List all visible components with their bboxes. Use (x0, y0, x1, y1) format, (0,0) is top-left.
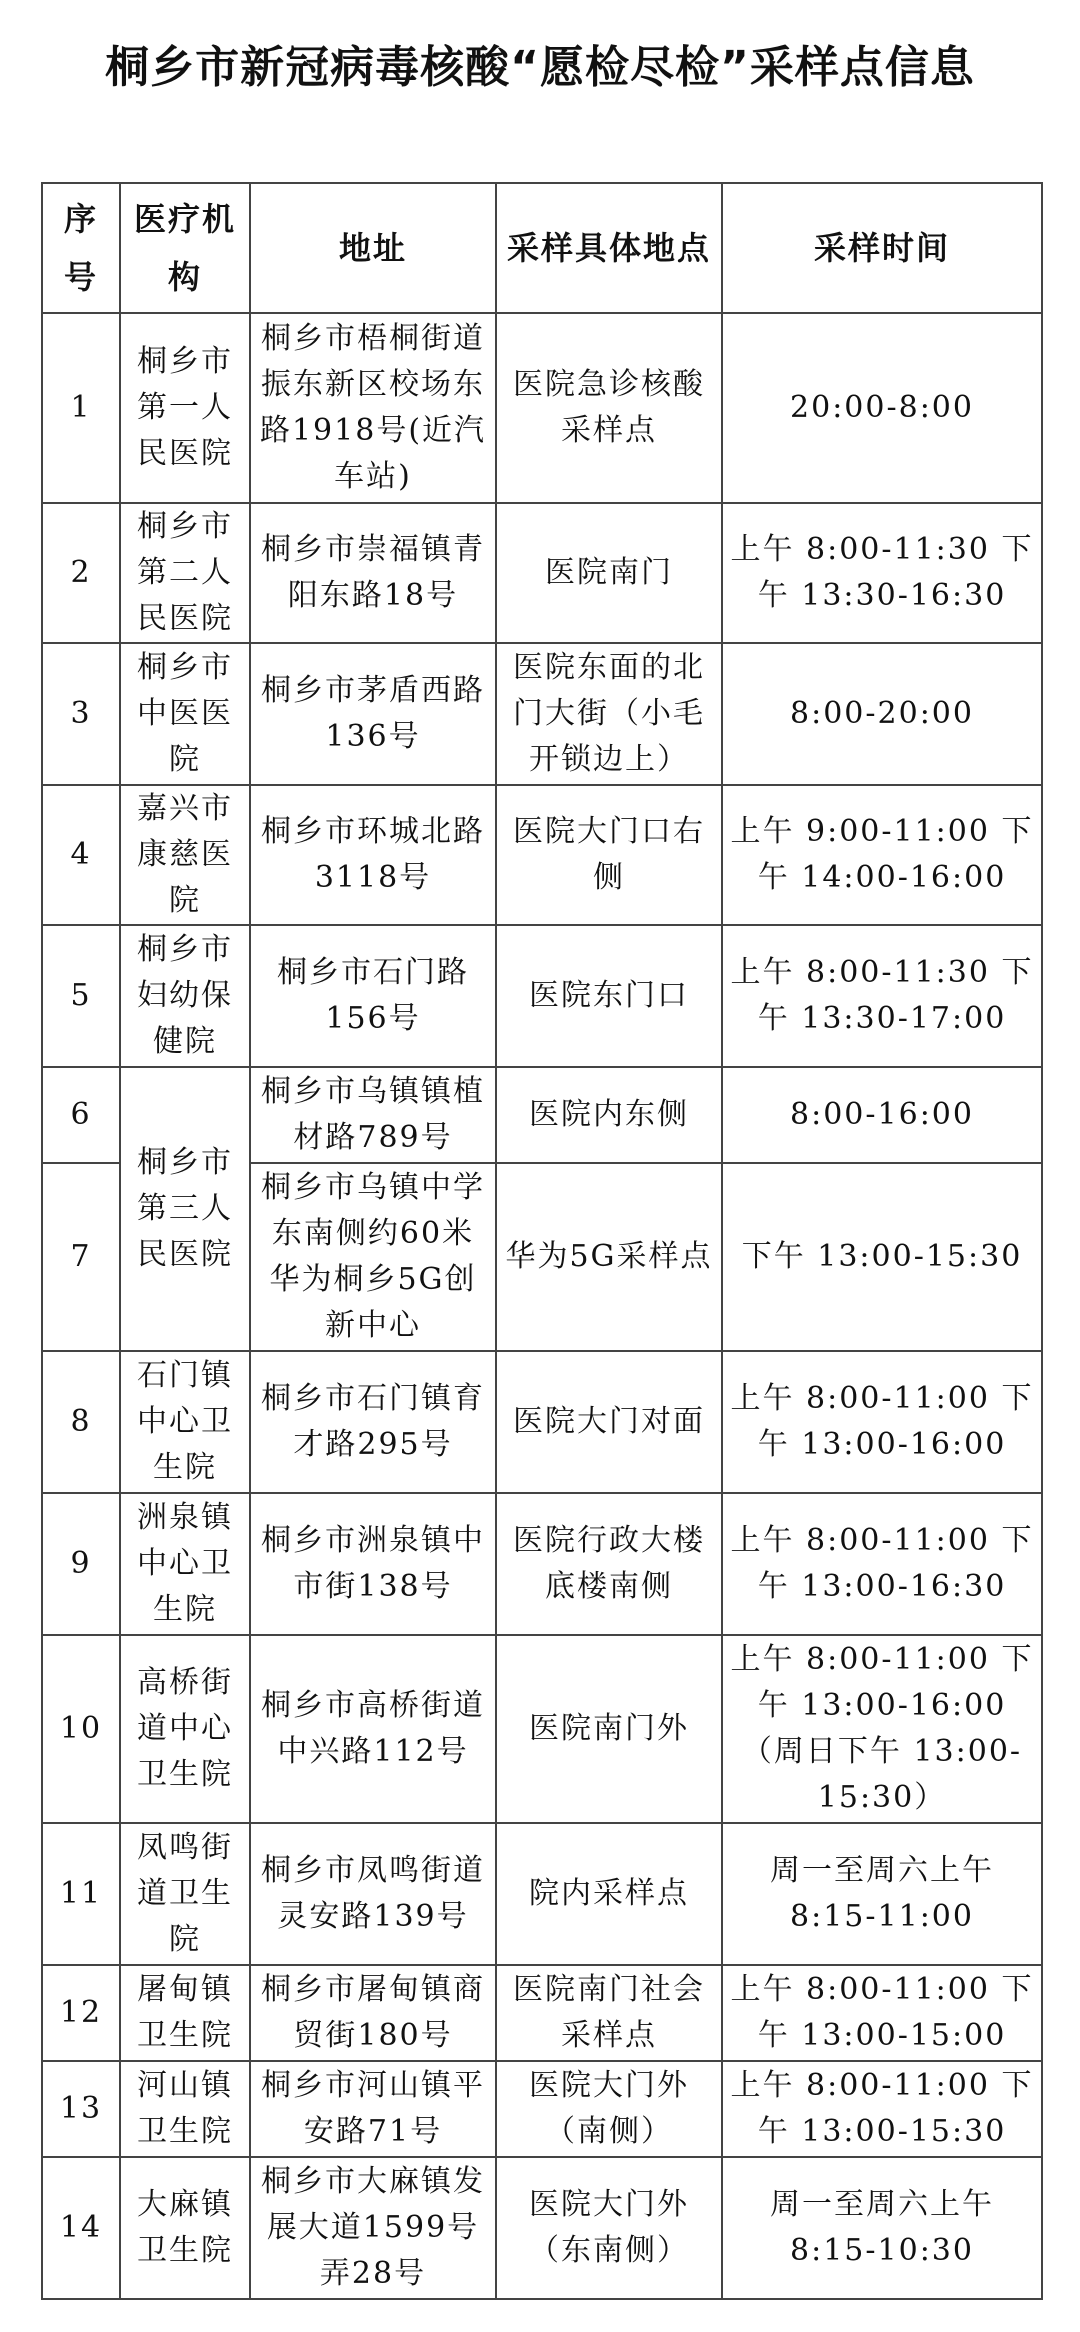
table-row (42, 2157, 1042, 2299)
place-cell: 院内采样点 (496, 1823, 722, 1965)
address-cell: 桐乡市乌镇镇植材路789号 (250, 1067, 496, 1163)
institution-cell: 洲泉镇中心卫生院 (120, 1493, 250, 1635)
table-row (42, 1067, 1042, 1163)
time-cell: 上午 8:00-11:00 下午 13:00-16:00 （周日下午 13:00-15:30） (722, 1635, 1042, 1823)
table-row (42, 503, 1042, 643)
row-number: 14 (42, 2157, 120, 2299)
time-cell: 下午 13:00-15:30 (722, 1163, 1042, 1351)
institution-cell: 凤鸣街道卫生院 (120, 1823, 250, 1965)
header-time: 采样时间 (722, 183, 1042, 313)
table-row (42, 1493, 1042, 1635)
time-cell: 上午 8:00-11:00 下午 13:00-15:00 (722, 1965, 1042, 2061)
table-header-row (42, 183, 1042, 313)
institution-cell: 嘉兴市康慈医院 (120, 785, 250, 925)
time-cell: 周一至周六上午 8:15-10:30 (722, 2157, 1042, 2299)
address-cell: 桐乡市乌镇中学东南侧约60米华为桐乡5G创新中心 (250, 1163, 496, 1351)
header-institution: 医疗机构 (120, 183, 250, 313)
place-cell: 医院东门口 (496, 925, 722, 1067)
header-place: 采样具体地点 (496, 183, 722, 313)
row-number: 13 (42, 2061, 120, 2157)
address-cell: 桐乡市环城北路3118号 (250, 785, 496, 925)
time-cell: 上午 8:00-11:00 下午 13:00-15:30 (722, 2061, 1042, 2157)
table-row (42, 1823, 1042, 1965)
row-number: 5 (42, 925, 120, 1067)
time-cell: 20:00-8:00 (722, 313, 1042, 503)
institution-cell: 大麻镇卫生院 (120, 2157, 250, 2299)
table-row (42, 643, 1042, 785)
place-cell: 医院东面的北门大街（小毛开锁边上） (496, 643, 722, 785)
institution-cell: 桐乡市第二人民医院 (120, 503, 250, 643)
institution-cell: 河山镇卫生院 (120, 2061, 250, 2157)
row-number: 11 (42, 1823, 120, 1965)
institution-cell: 桐乡市中医医院 (120, 643, 250, 785)
address-cell: 桐乡市石门镇育才路295号 (250, 1351, 496, 1493)
place-cell: 医院大门外（东南侧） (496, 2157, 722, 2299)
table-row (42, 2061, 1042, 2157)
time-cell: 上午 8:00-11:30 下午 13:30-16:30 (722, 503, 1042, 643)
row-number: 9 (42, 1493, 120, 1635)
row-number: 8 (42, 1351, 120, 1493)
table-row (42, 925, 1042, 1067)
address-cell: 桐乡市高桥街道中兴路112号 (250, 1635, 496, 1823)
place-cell: 医院大门口右侧 (496, 785, 722, 925)
time-cell: 周一至周六上午 8:15-11:00 (722, 1823, 1042, 1965)
row-number: 6 (42, 1067, 120, 1163)
page-title: 桐乡市新冠病毒核酸“愿检尽检”采样点信息 (105, 42, 975, 93)
table-row (42, 1635, 1042, 1823)
header-no: 序号 (42, 183, 120, 313)
row-number: 3 (42, 643, 120, 785)
place-cell: 医院大门外（南侧） (496, 2061, 722, 2157)
institution-cell: 屠甸镇卫生院 (120, 1965, 250, 2061)
institution-cell: 桐乡市第一人民医院 (120, 313, 250, 503)
address-cell: 桐乡市石门路156号 (250, 925, 496, 1067)
row-number: 4 (42, 785, 120, 925)
address-cell: 桐乡市屠甸镇商贸街180号 (250, 1965, 496, 2061)
table-row (42, 1351, 1042, 1493)
address-cell: 桐乡市茅盾西路136号 (250, 643, 496, 785)
place-cell: 华为5G采样点 (496, 1163, 722, 1351)
row-number: 10 (42, 1635, 120, 1823)
place-cell: 医院南门社会采样点 (496, 1965, 722, 2061)
table-row (42, 1965, 1042, 2061)
time-cell: 8:00-20:00 (722, 643, 1042, 785)
time-cell: 上午 8:00-11:00 下午 13:00-16:00 (722, 1351, 1042, 1493)
table-row (42, 785, 1042, 925)
institution-cell: 石门镇中心卫生院 (120, 1351, 250, 1493)
address-cell: 桐乡市崇福镇青阳东路18号 (250, 503, 496, 643)
table-row (42, 313, 1042, 503)
row-number: 1 (42, 313, 120, 503)
time-cell: 8:00-16:00 (722, 1067, 1042, 1163)
place-cell: 医院急诊核酸采样点 (496, 313, 722, 503)
row-number: 12 (42, 1965, 120, 2061)
time-cell: 上午 9:00-11:00 下午 14:00-16:00 (722, 785, 1042, 925)
place-cell: 医院内东侧 (496, 1067, 722, 1163)
address-cell: 桐乡市洲泉镇中市街138号 (250, 1493, 496, 1635)
time-cell: 上午 8:00-11:00 下午 13:00-16:30 (722, 1493, 1042, 1635)
address-cell: 桐乡市凤鸣街道灵安路139号 (250, 1823, 496, 1965)
place-cell: 医院大门对面 (496, 1351, 722, 1493)
address-cell: 桐乡市大麻镇发展大道1599号弄28号 (250, 2157, 496, 2299)
place-cell: 医院行政大楼底楼南侧 (496, 1493, 722, 1635)
institution-cell: 高桥街道中心卫生院 (120, 1635, 250, 1823)
institution-cell: 桐乡市第三人民医院 (120, 1067, 250, 1351)
header-address: 地址 (250, 183, 496, 313)
place-cell: 医院南门外 (496, 1635, 722, 1823)
address-cell: 桐乡市梧桐街道振东新区校场东路1918号(近汽车站) (250, 313, 496, 503)
row-number: 2 (42, 503, 120, 643)
address-cell: 桐乡市河山镇平安路71号 (250, 2061, 496, 2157)
place-cell: 医院南门 (496, 503, 722, 643)
time-cell: 上午 8:00-11:30 下午 13:30-17:00 (722, 925, 1042, 1067)
row-number: 7 (42, 1163, 120, 1351)
institution-cell: 桐乡市妇幼保健院 (120, 925, 250, 1067)
sampling-sites-table (41, 182, 1043, 2300)
